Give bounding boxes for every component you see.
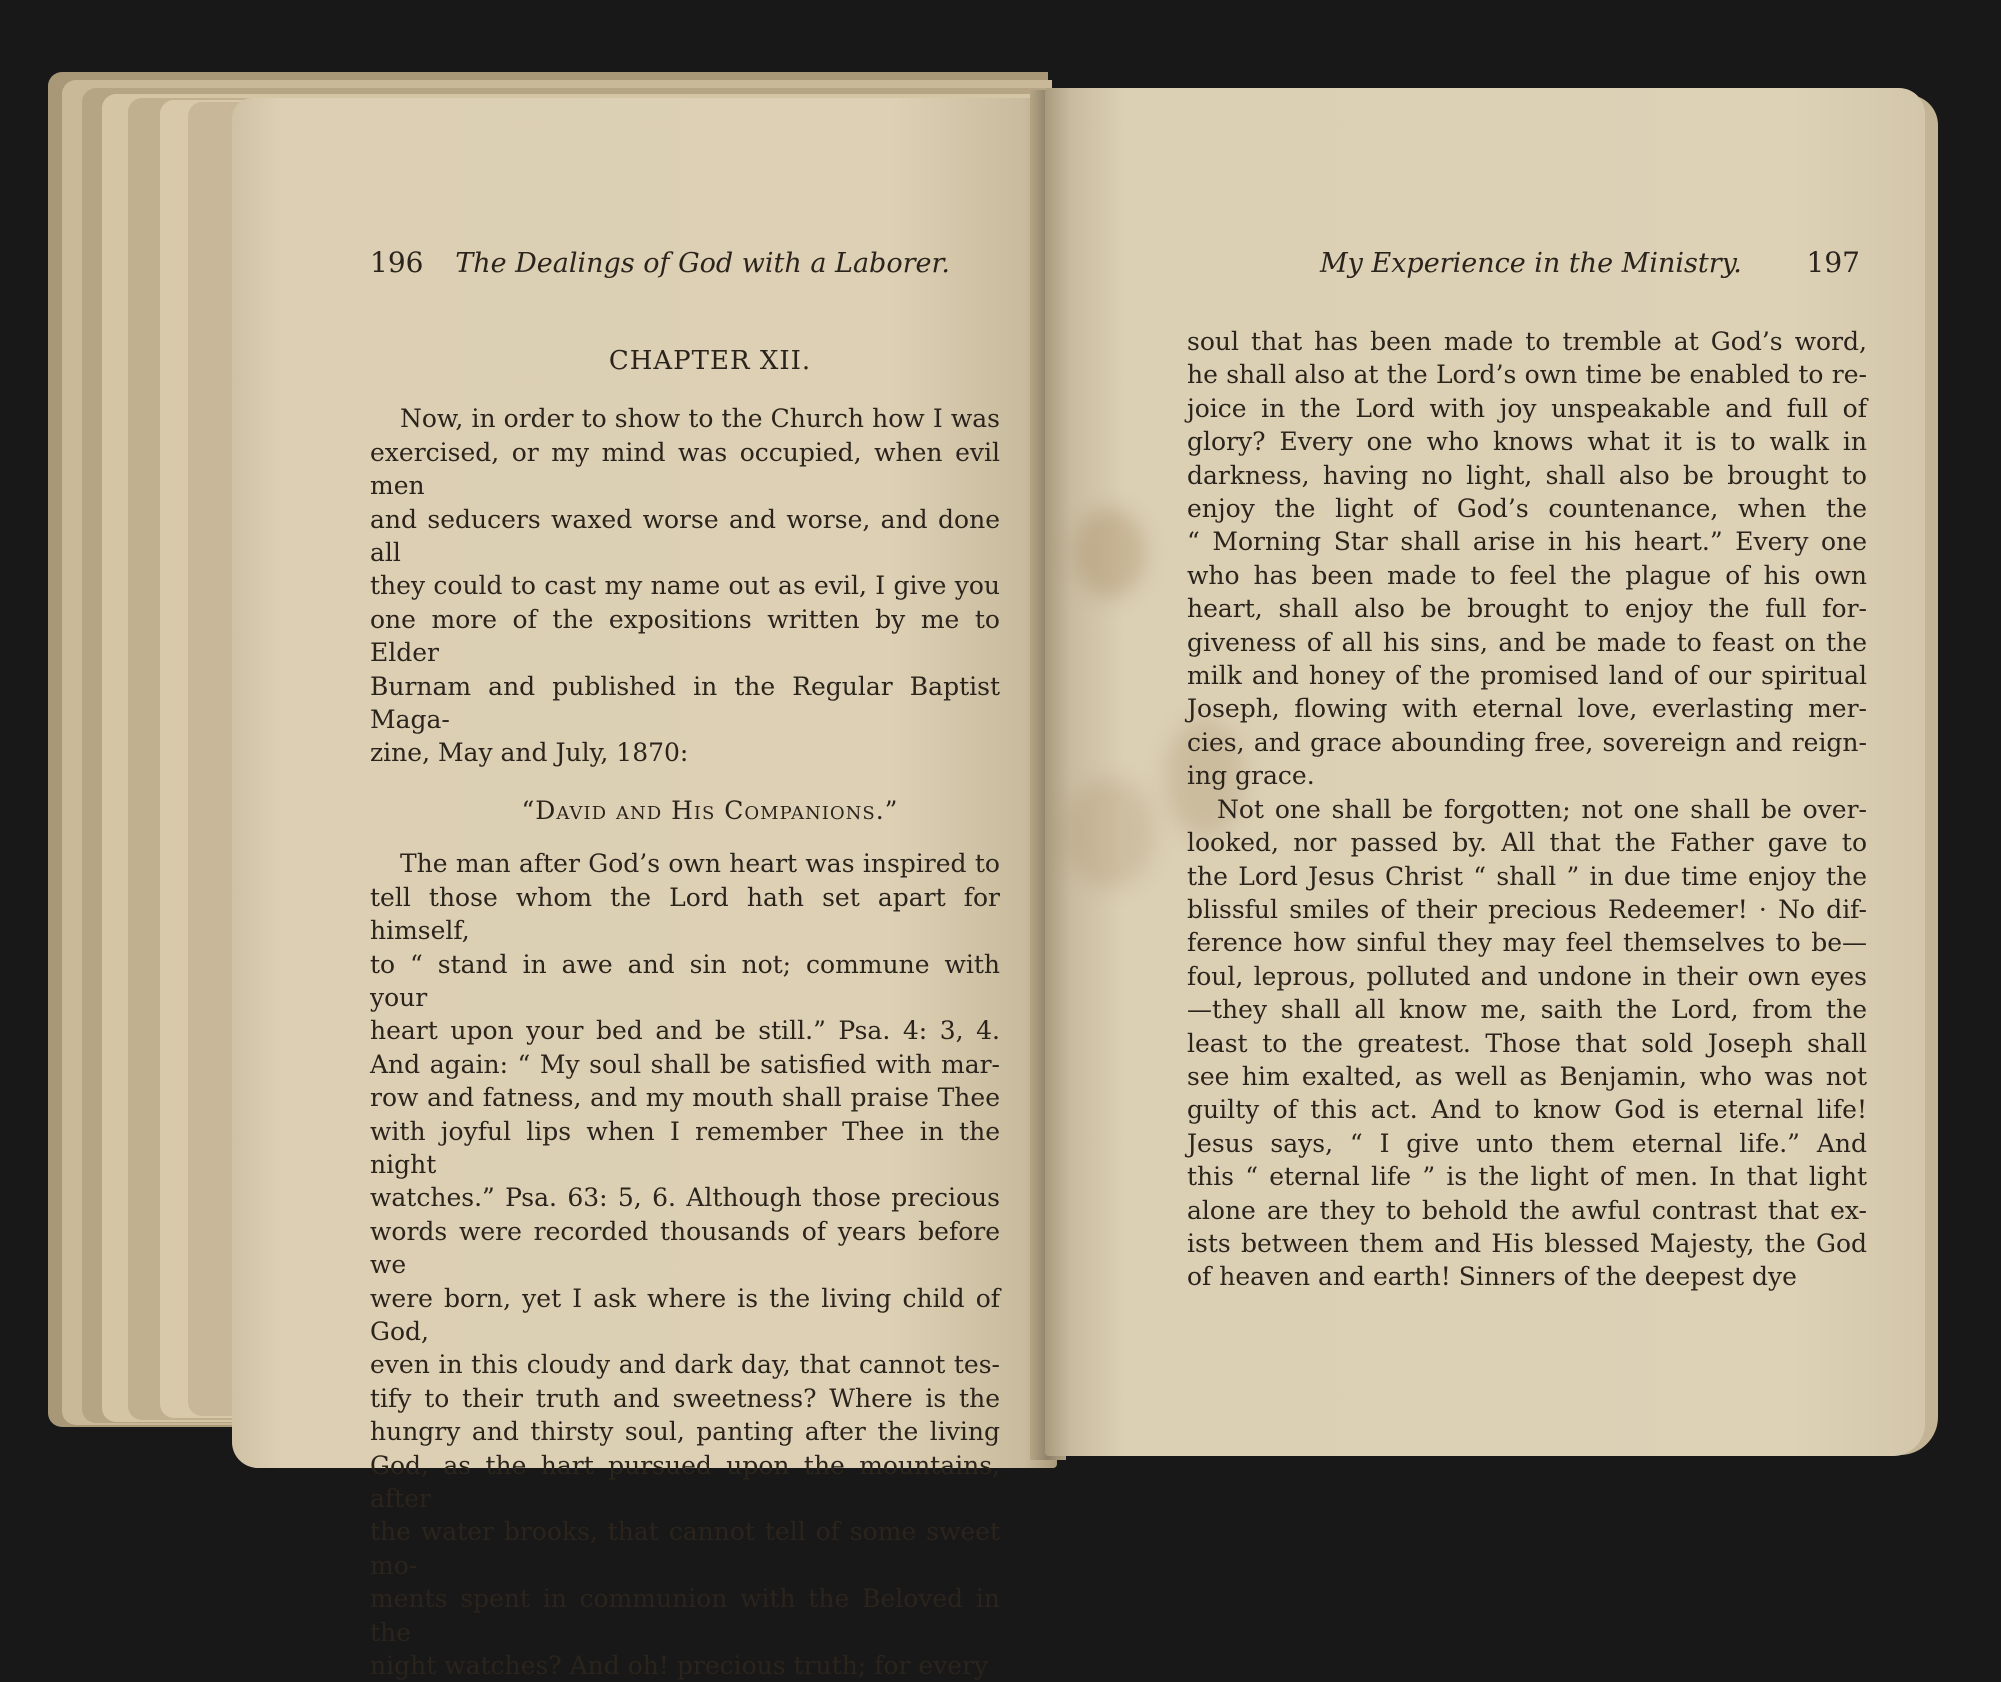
text-line: ing grace. — [1187, 761, 1315, 791]
text-line: enjoy the light of God’s countenance, when the — [1187, 494, 1867, 524]
text-line: —they shall all know me, saith the Lord, from the — [1187, 995, 1867, 1025]
text-line: guilty of this act. And to know God is eternal life! — [1187, 1095, 1867, 1125]
left-page-header — [370, 246, 950, 279]
text-line: Joseph, flowing with eternal love, everlasting mer- — [1187, 694, 1867, 724]
text-line: blissful smiles of their precious Redeemer! · No dif- — [1187, 894, 1867, 924]
text-line: giveness of all his sins, and be made to feast on the — [1187, 627, 1867, 657]
text-line: looked, nor passed by. All that the Father gave to — [1187, 828, 1867, 858]
text-line: night watches? And oh! precious truth; for every — [370, 1651, 989, 1681]
text-line: Jesus says, “ I give unto them eternal life.” And — [1187, 1128, 1867, 1158]
text-line: tell those whom the Lord hath set apart for himself, — [370, 882, 1000, 946]
text-line: heart upon your bed and be still.” Psa. 4: 3, 4. — [370, 1016, 1000, 1046]
stain — [1075, 508, 1145, 598]
text-line: they could to cast my name out as evil, I give you — [370, 571, 1000, 601]
text-line: watches.” Psa. 63: 5, 6. Although those precious — [370, 1183, 1000, 1213]
text-line: joice in the Lord with joy unspeakable and full of — [1187, 393, 1867, 423]
chapter-heading: CHAPTER XII. — [608, 346, 812, 376]
text-line: one more of the expositions written by me to Elder — [370, 604, 1000, 668]
right-page-header — [1320, 246, 1860, 279]
text-line: zine, May and July, 1870: — [370, 738, 689, 768]
text-line: words were recorded thousands of years before we — [370, 1216, 1000, 1280]
text-line: foul, leprous, polluted and undone in their own eyes — [1187, 961, 1867, 991]
text-line: of heaven and earth! Sinners of the deepest dye — [1187, 1262, 1797, 1292]
text-line: soul that has been made to tremble at God’s word, — [1187, 327, 1867, 356]
paragraph — [1187, 793, 1867, 1294]
text-line: he shall also at the Lord’s own time be enabled to re- — [1187, 360, 1867, 390]
text-line: glory? Every one who knows what it is to walk in — [1187, 427, 1867, 457]
text-line: Burnam and published in the Regular Baptist Maga- — [370, 671, 1000, 735]
text-line: And again: “ My soul shall be satisfied with mar- — [370, 1049, 1000, 1079]
text-line: even in this cloudy and dark day, that cannot tes- — [370, 1350, 1000, 1380]
stain — [1065, 778, 1155, 888]
text-line: row and fatness, and my mouth shall praise Thee — [370, 1083, 1000, 1113]
text-line: to “ stand in awe and sin not; commune with your — [370, 949, 1000, 1012]
paragraph — [1187, 325, 1867, 793]
text-line: were born, yet I ask where is the living child of God, — [370, 1283, 1000, 1346]
text-line: God, as the hart pursued upon the mountains, after — [370, 1450, 1000, 1513]
text-line: the Lord Jesus Christ “ shall ” in due time enjoy the — [1187, 861, 1867, 891]
text-line: cies, and grace abounding free, sovereign and reign- — [1187, 727, 1867, 757]
page-number: 197 — [1806, 246, 1860, 279]
text-line: Now, in order to show to the Church how I was — [400, 404, 1000, 434]
text-line: see him exalted, as well as Benjamin, who was not — [1187, 1061, 1867, 1091]
text-line: this “ eternal life ” is the light of men. In that light — [1187, 1162, 1867, 1192]
text-line: hungry and thirsty soul, panting after the living — [370, 1417, 1000, 1447]
text-line: milk and honey of the promised land of our spiritual — [1187, 661, 1867, 691]
text-line: with joyful lips when I remember Thee in the night — [370, 1116, 1000, 1179]
running-head: My Experience in the Ministry. — [1320, 248, 1742, 279]
text-line: tify to their truth and sweetness? Where is the — [370, 1383, 1000, 1413]
text-line: ference how sinful they may feel themselves to be— — [1187, 928, 1867, 958]
text-line: exercised, or my mind was occupied, when evil men — [370, 437, 1000, 501]
text-line: darkness, having no light, shall also be brought to — [1187, 460, 1867, 490]
paragraph — [370, 402, 1000, 769]
text-line: Not one shall be forgotten; not one shall be over- — [1217, 794, 1867, 824]
page-number: 196 — [370, 246, 424, 279]
text-line: ists between them and His blessed Majesty, the God — [1187, 1228, 1867, 1258]
text-line: “ Morning Star shall arise in his heart.” Every one — [1187, 527, 1867, 557]
running-head: The Dealings of God with a Laborer. — [455, 248, 950, 279]
text-line: least to the greatest. Those that sold Joseph shall — [1187, 1028, 1867, 1058]
text-line: heart, shall also be brought to enjoy the full for- — [1187, 594, 1867, 624]
text-line: and seducers waxed worse and worse, and done all — [370, 504, 1000, 568]
text-line: the water brooks, that cannot tell of some sweet mo- — [370, 1517, 1000, 1580]
text-line: who has been made to feel the plague of his own — [1187, 560, 1867, 590]
left-page — [232, 98, 1057, 1681]
right-page — [1045, 88, 1925, 1456]
section-title: “David and His Companions.” — [521, 795, 899, 825]
text-line: The man after God’s own heart was inspired to — [400, 849, 1000, 879]
paragraph — [370, 847, 1000, 1682]
text-line: ments spent in communion with the Beloved in the — [370, 1584, 1000, 1647]
right-page-body — [1187, 325, 1867, 1294]
left-page-body — [370, 345, 1000, 1682]
text-line: alone are they to behold the awful contrast that ex- — [1187, 1195, 1867, 1225]
